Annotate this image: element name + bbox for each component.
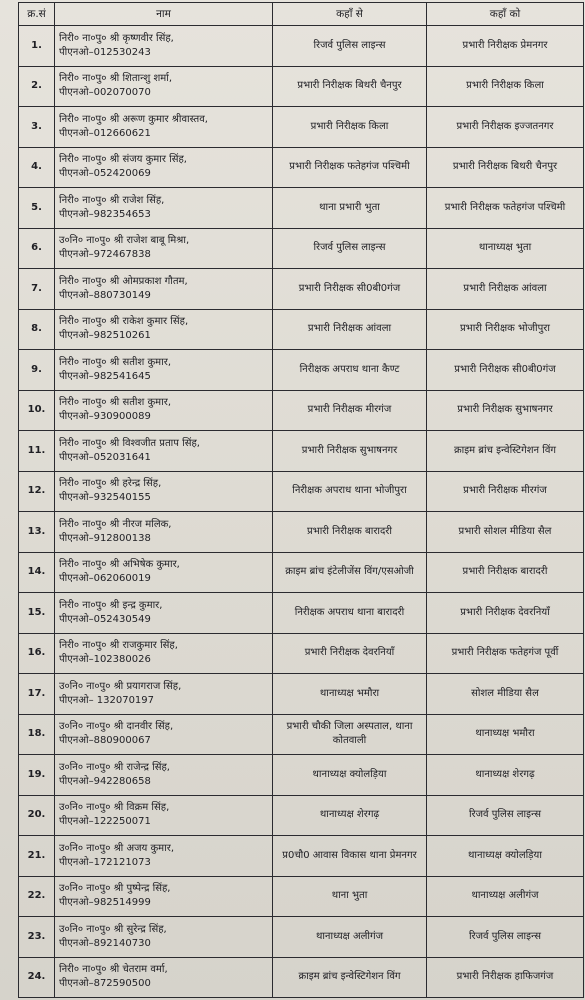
serial-number: 21. [19,836,55,877]
table-row [19,26,584,67]
pno-number: पीएनओ–982514999 [59,897,151,909]
from-posting: प्रभारी निरीक्षक सी0बी0गंज [273,269,427,310]
officer-cell [55,390,273,431]
officer-name: निरी० ना०पु० श्री चेतराम वर्मा, [59,964,168,976]
officer-name: निरी० ना०पु० श्री अरूण कुमार श्रीवास्तव, [59,113,208,125]
serial-number: 22. [19,876,55,917]
pno-number: पीएनओ–982510261 [59,330,151,342]
officer-name: उ०नि० ना०पु० श्री अजय कुमार, [59,842,175,854]
officer-cell [55,107,273,148]
officer-cell [55,188,273,229]
officer-cell [55,836,273,877]
officer-name: निरी० ना०पु० श्री कृष्णवीर सिंह, [59,32,174,44]
to-posting: प्रभारी निरीक्षक सुभाषनगर [427,390,584,431]
table-row [19,66,584,107]
officer-name: निरी० ना०पु० श्री सतीश कुमार, [59,397,171,409]
officer-cell [55,957,273,998]
officer-cell [55,633,273,674]
pno-number: पीएनओ–892140730 [59,937,151,949]
header-serial-number: क्र.सं [19,3,55,26]
officer-cell [55,350,273,391]
to-posting: प्रभारी निरीक्षक देवरनियाँ [427,593,584,634]
to-posting: रिजर्व पुलिस लाइन्स [427,917,584,958]
table-row [19,147,584,188]
officer-name: उ०नि० ना०पु० श्री प्रयागराज सिंह, [59,680,182,692]
pno-number: पीएनओ–932540155 [59,492,151,504]
from-posting: प्रभारी चौकी जिला अस्पताल, थाना कोतवाली [273,714,427,755]
serial-number: 6. [19,228,55,269]
to-posting: थानाध्यक्ष भमौरा [427,714,584,755]
table-row [19,107,584,148]
officer-cell [55,755,273,796]
to-posting: प्रभारी निरीक्षक आंवला [427,269,584,310]
to-posting: प्रभारी निरीक्षक बिथरी चैनपुर [427,147,584,188]
from-posting: प्रभारी निरीक्षक आंवला [273,309,427,350]
table-row [19,471,584,512]
officer-name: निरी० ना०पु० श्री संजय कुमार सिंह, [59,154,187,166]
officer-cell [55,26,273,67]
from-posting: थानाध्यक्ष शेरगढ़ [273,795,427,836]
serial-number: 10. [19,390,55,431]
officer-cell [55,309,273,350]
serial-number: 2. [19,66,55,107]
serial-number: 17. [19,674,55,715]
pno-number: पीएनओ–972467838 [59,249,151,261]
header-name: नाम [55,3,273,26]
serial-number: 11. [19,431,55,472]
table-row [19,755,584,796]
header-to: कहाँ को [427,3,584,26]
officer-name: उ०नि० ना०पु० श्री राजेन्द्र सिंह, [59,761,170,773]
from-posting: थानाध्यक्ष भमौरा [273,674,427,715]
from-posting: थानाध्यक्ष अलीगंज [273,917,427,958]
to-posting: प्रभारी निरीक्षक किला [427,66,584,107]
serial-number: 15. [19,593,55,634]
officer-name: उ०नि० ना०पु० श्री पुष्पेन्द्र सिंह, [59,883,171,895]
serial-number: 24. [19,957,55,998]
to-posting: प्रभारी निरीक्षक बारादरी [427,552,584,593]
table-header-row [19,3,584,26]
serial-number: 23. [19,917,55,958]
officer-cell [55,471,273,512]
to-posting: प्रभारी निरीक्षक भोजीपुरा [427,309,584,350]
table-row [19,795,584,836]
officer-name: निरी० ना०पु० श्री इन्द्र कुमार, [59,599,163,611]
pno-number: पीएनओ–942280658 [59,775,151,787]
table-row [19,188,584,229]
serial-number: 12. [19,471,55,512]
officer-name: निरी० ना०पु० श्री राकेश कुमार सिंह, [59,316,189,328]
to-posting: प्रभारी निरीक्षक प्रेमनगर [427,26,584,67]
serial-number: 3. [19,107,55,148]
to-posting: प्रभारी निरीक्षक सी0बी0गंज [427,350,584,391]
officer-name: उ०नि० ना०पु० श्री सुरेन्द्र सिंह, [59,923,167,935]
from-posting: प्रभारी निरीक्षक मीरगंज [273,390,427,431]
officer-cell [55,269,273,310]
pno-number: पीएनओ–102380026 [59,654,151,666]
officer-name: निरी० ना०पु० श्री नीरज मलिक, [59,518,172,530]
officer-cell [55,876,273,917]
officer-cell [55,593,273,634]
serial-number: 5. [19,188,55,229]
officer-name: निरी० ना०पु० श्री सतीश कुमार, [59,356,171,368]
serial-number: 18. [19,714,55,755]
officer-name: उ०नि० ना०पु० श्री राजेश बाबू मिश्रा, [59,235,190,247]
table-row [19,228,584,269]
pno-number: पीएनओ–930900089 [59,411,151,423]
serial-number: 16. [19,633,55,674]
from-posting: प्रभारी निरीक्षक बिथरी चैनपुर [273,66,427,107]
pno-number: पीएनओ–122250071 [59,816,151,828]
to-posting: थानाध्यक्ष अलीगंज [427,876,584,917]
to-posting: थानाध्यक्ष शेरगढ़ [427,755,584,796]
serial-number: 20. [19,795,55,836]
table-row [19,957,584,998]
serial-number: 1. [19,26,55,67]
officer-name: निरी० ना०पु० श्री अभिषेक कुमार, [59,559,180,571]
from-posting: निरीक्षक अपराध थाना कैण्ट [273,350,427,391]
table-row [19,350,584,391]
from-posting: प्र0चौ0 आवास विकास थाना प्रेमनगर [273,836,427,877]
from-posting: थाना प्रभारी भुता [273,188,427,229]
from-posting: क्राइम ब्रांच इंटेलीजेंस विंग/एसओजी [273,552,427,593]
pno-number: पीएनओ–982541645 [59,370,151,382]
pno-number: पीएनओ–002070070 [59,87,151,99]
pno-number: पीएनओ–052430549 [59,613,151,625]
from-posting: निरीक्षक अपराध थाना भोजीपुरा [273,471,427,512]
pno-number: पीएनओ–172121073 [59,856,151,868]
serial-number: 8. [19,309,55,350]
pno-number: पीएनओ–052420069 [59,168,151,180]
pno-number: पीएनओ–880900067 [59,735,151,747]
to-posting: क्राइम ब्रांच इन्वेस्टिगेशन विंग [427,431,584,472]
officer-cell [55,228,273,269]
pno-number: पीएनओ– 132070197 [59,694,155,706]
table-row [19,674,584,715]
table-row [19,431,584,472]
pno-number: पीएनओ–062060019 [59,573,151,585]
from-posting: रिजर्व पुलिस लाइन्स [273,26,427,67]
officer-cell [55,512,273,553]
serial-number: 14. [19,552,55,593]
table-row [19,876,584,917]
pno-number: पीएनओ–012530243 [59,46,151,58]
from-posting: प्रभारी निरीक्षक देवरनियाँ [273,633,427,674]
pno-number: पीएनओ–880730149 [59,289,151,301]
to-posting: प्रभारी निरीक्षक मीरगंज [427,471,584,512]
to-posting: प्रभारी निरीक्षक हाफिजगंज [427,957,584,998]
serial-number: 9. [19,350,55,391]
officer-name: निरी० ना०पु० श्री शितान्शु शर्मा, [59,73,173,85]
table-row [19,552,584,593]
pno-number: पीएनओ–052031641 [59,451,151,463]
to-posting: थानाध्यक्ष क्योलड़िया [427,836,584,877]
serial-number: 13. [19,512,55,553]
table-row [19,633,584,674]
officer-name: निरी० ना०पु० श्री हरेन्द्र सिंह, [59,478,162,490]
from-posting: रिजर्व पुलिस लाइन्स [273,228,427,269]
from-posting: क्राइम ब्रांच इन्वेस्टिगेशन विंग [273,957,427,998]
pno-number: पीएनओ–012660621 [59,127,151,139]
pno-number: पीएनओ–912800138 [59,532,151,544]
table-row [19,593,584,634]
officer-cell [55,714,273,755]
table-row [19,269,584,310]
to-posting: प्रभारी निरीक्षक फतेहगंज पश्चिमी [427,188,584,229]
table-row [19,512,584,553]
to-posting: रिजर्व पुलिस लाइन्स [427,795,584,836]
officer-cell [55,431,273,472]
to-posting: थानाध्यक्ष भुता [427,228,584,269]
to-posting: सोशल मीडिया सैल [427,674,584,715]
to-posting: प्रभारी सोशल मीडिया सैल [427,512,584,553]
from-posting: प्रभारी निरीक्षक किला [273,107,427,148]
from-posting: प्रभारी निरीक्षक फतेहगंज पश्चिमी [273,147,427,188]
serial-number: 4. [19,147,55,188]
to-posting: प्रभारी निरीक्षक इज्जतनगर [427,107,584,148]
officer-cell [55,917,273,958]
officer-name: उ०नि० ना०पु० श्री दानवीर सिंह, [59,721,174,733]
table-row [19,836,584,877]
table-body [19,26,584,998]
header-from: कहाँ से [273,3,427,26]
pno-number: पीएनओ–982354653 [59,208,151,220]
officer-cell [55,552,273,593]
officer-cell [55,795,273,836]
transfer-table [18,2,584,998]
from-posting: प्रभारी निरीक्षक सुभाषनगर [273,431,427,472]
serial-number: 7. [19,269,55,310]
officer-name: निरी० ना०पु० श्री राजेश सिंह, [59,194,165,206]
officer-name: निरी० ना०पु० श्री ओमप्रकाश गौतम, [59,275,188,287]
to-posting: प्रभारी निरीक्षक फतेहगंज पूर्वी [427,633,584,674]
table-row [19,714,584,755]
officer-cell [55,147,273,188]
serial-number: 19. [19,755,55,796]
officer-name: निरी० ना०पु० श्री विश्वजीत प्रताप सिंह, [59,437,200,449]
officer-name: उ०नि० ना०पु० श्री विक्रम सिंह, [59,802,170,814]
officer-name: निरी० ना०पु० श्री राजकुमार सिंह, [59,640,178,652]
from-posting: थानाध्यक्ष क्योलड़िया [273,755,427,796]
table-row [19,309,584,350]
from-posting: निरीक्षक अपराध थाना बारादरी [273,593,427,634]
officer-cell [55,674,273,715]
table-row [19,917,584,958]
from-posting: प्रभारी निरीक्षक बारादरी [273,512,427,553]
from-posting: थाना भुता [273,876,427,917]
officer-cell [55,66,273,107]
pno-number: पीएनओ–872590500 [59,978,151,990]
table-row [19,390,584,431]
